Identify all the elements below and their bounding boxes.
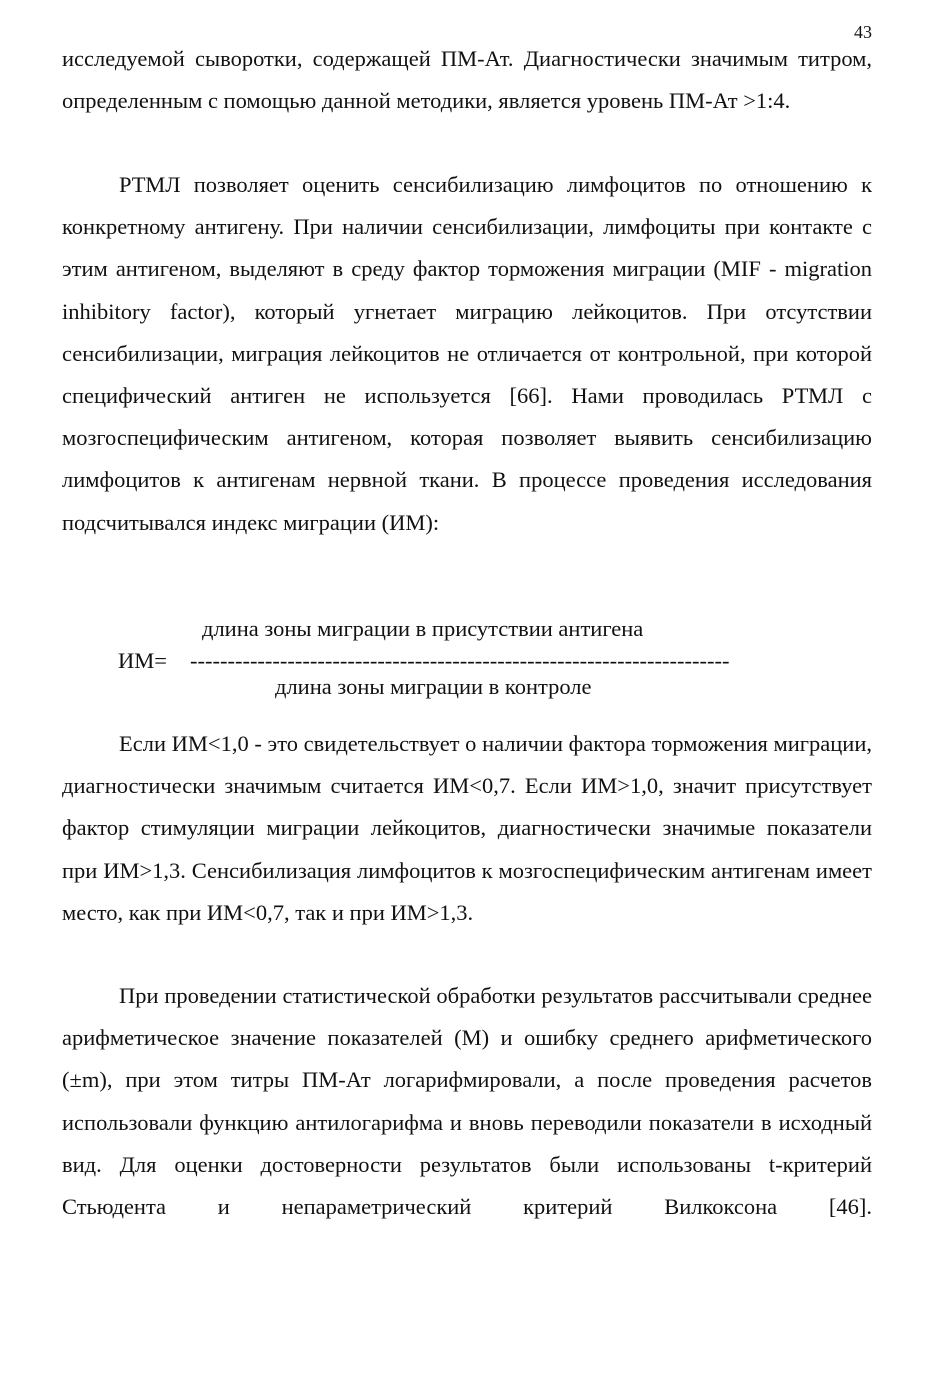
paragraph-rtml	[62, 164, 872, 544]
paragraph-4-text: При проведении статистической обработки результатов рассчитывали среднее арифметическое значение показателей (М) и ошибку среднего арифметического (±m), при этом титры ПМ-Ат логарифмировали, а после проведения расчетов использовали функцию антилогарифма и вновь переводили показатели в исходный вид. Для оценки достоверности результатов были использованы t-критерий Стьюдента и непараметрический критерий Вилкоксона [46].	[62, 983, 872, 1220]
paragraph-1-text: исследуемой сыворотки, содержащей ПМ-Ат. Диагностически значимым титром, определенным с помощью данной методики, является уровень ПМ-Ат >1:4.	[62, 46, 872, 114]
paragraph-continuation	[62, 38, 872, 122]
formula-denominator: длина зоны миграции в контроле	[275, 674, 592, 699]
paragraph-2-text: РТМЛ позволяет оценить сенсибилизацию лимфоцитов по отношению к конкретному антигену. При наличии сенсибилизации, лимфоциты при контакте с этим антигеном, выделяют в среду фактор торможения миграции (MIF - migration inhibitory factor), который угнетает миграцию лейкоцитов. При отсутствии сенсибилизации, миграция лейкоцитов не отличается от контрольной, при которой специфический антиген не используется [66]. Нами проводилась РТМЛ с мозгоспецифическим антигеном, которая позволяет выявить сенсибилизацию лимфоцитов к антигенам нервной ткани. В процессе проведения исследования подсчитывался индекс миграции (ИМ):	[62, 172, 872, 535]
paragraph-statistics	[62, 975, 872, 1228]
formula-numerator: длина зоны миграции в присутствии антигена	[202, 616, 644, 641]
formula-lhs: ИМ=	[118, 648, 167, 673]
migration-index-formula	[118, 616, 878, 706]
formula-fraction-line: ------------------------------------------------------------------------	[190, 648, 730, 673]
paragraph-3-text: Если ИМ<1,0 - это свидетельствует о наличии фактора торможения миграции, диагностически значимым считается ИМ<0,7. Если ИМ>1,0, значит присутствует фактор стимуляции миграции лейкоцитов, диагностически значимые показатели при ИМ>1,3. Сенсибилизация лимфоцитов к мозгоспецифическим антигенам имеет место, как при ИМ<0,7, так и при ИМ>1,3.	[62, 731, 872, 925]
paragraph-interpretation	[62, 723, 872, 934]
page-number: 43	[854, 22, 872, 42]
